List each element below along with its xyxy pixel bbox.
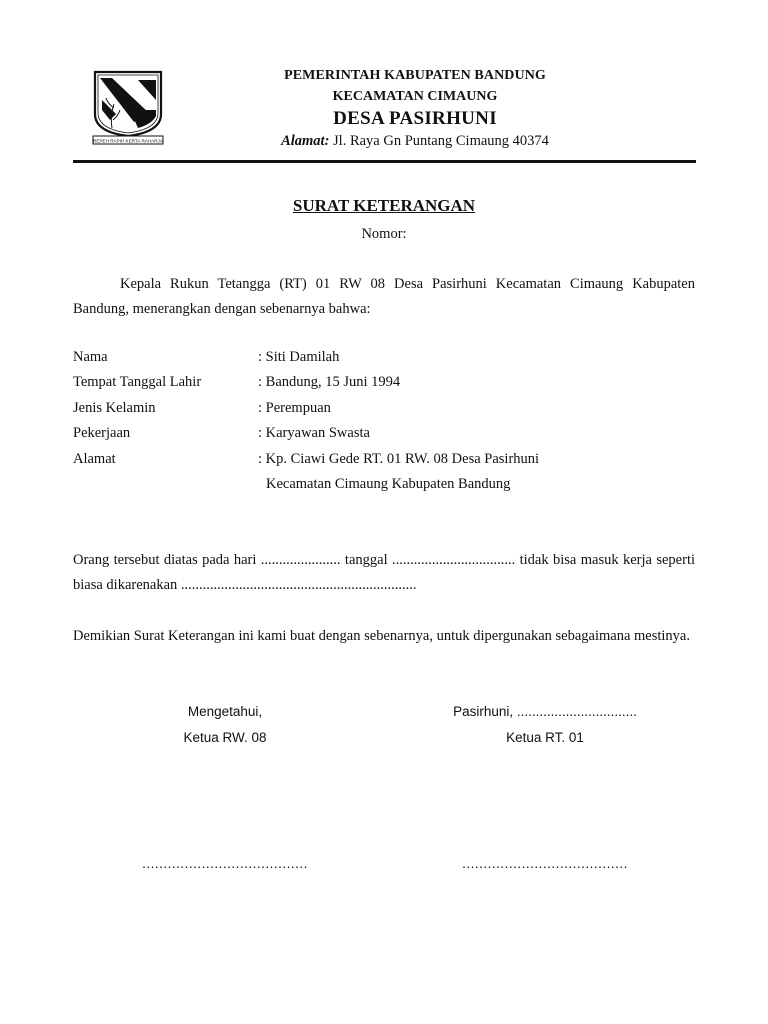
field-value-address-continued: Kecamatan Cimaung Kabupaten Bandung — [266, 476, 511, 492]
field-value-job: : Karyawan Swasta — [258, 425, 370, 441]
signature-right-line: ....................................... — [462, 856, 628, 871]
signature-left-line: ....................................... — [142, 856, 308, 871]
letterhead-government: PEMERINTAH KABUPATEN BANDUNG — [284, 68, 546, 83]
field-value-address: : Kp. Ciawi Gede RT. 01 RW. 08 Desa Pasirhuni — [258, 451, 540, 467]
letterhead-address — [150, 133, 680, 150]
field-value-gender: : Perempuan — [258, 400, 331, 416]
document-number: Nomor: — [361, 226, 407, 242]
excuse-paragraph: Orang tersebut diatas pada hari ...................... tanggal .................................. tidak bisa masuk kerja seperti biasa dikarenakan ................................................................. — [73, 552, 695, 593]
closing-paragraph: Demikian Surat Keterangan ini kami buat dengan sebenarnya, untuk dipergunakan sebagaimana mestinya. — [73, 628, 690, 644]
document-title: SURAT KETERANGAN — [292, 196, 476, 215]
letterhead-district: KECAMATAN CIMAUNG — [332, 89, 498, 104]
field-label-gender: Jenis Kelamin — [73, 400, 156, 416]
field-value-ttl: : Bandung, 15 Juni 1994 — [258, 374, 401, 390]
signature-right-place-date: Pasirhuni, ................................ — [453, 704, 637, 719]
logo-motto: REPEH RAPIH KERTA RAHARJA — [93, 138, 163, 144]
intro-paragraph: Kepala Rukun Tetangga (RT) 01 RW 08 Desa Pasirhuni Kecamatan Cimaung Kabupaten Bandung, menerangkan dengan sebenarnya bahwa: — [73, 276, 695, 317]
field-label-address: Alamat — [73, 451, 116, 467]
address-value: Jl. Raya Gn Puntang Cimaung 40374 — [329, 133, 549, 149]
field-label-job: Pekerjaan — [73, 425, 131, 441]
signature-left-role: Ketua RW. 08 — [183, 730, 267, 745]
field-label-nama: Nama — [73, 349, 108, 365]
letterhead-divider — [73, 160, 696, 163]
signature-right-role: Ketua RT. 01 — [506, 730, 584, 745]
signature-left-heading: Mengetahui, — [187, 704, 263, 719]
field-value-nama: : Siti Damilah — [258, 349, 340, 365]
letterhead-village: DESA PASIRHUNI — [333, 108, 497, 129]
field-label-ttl: Tempat Tanggal Lahir — [73, 374, 202, 390]
address-label: Alamat: — [281, 133, 330, 149]
